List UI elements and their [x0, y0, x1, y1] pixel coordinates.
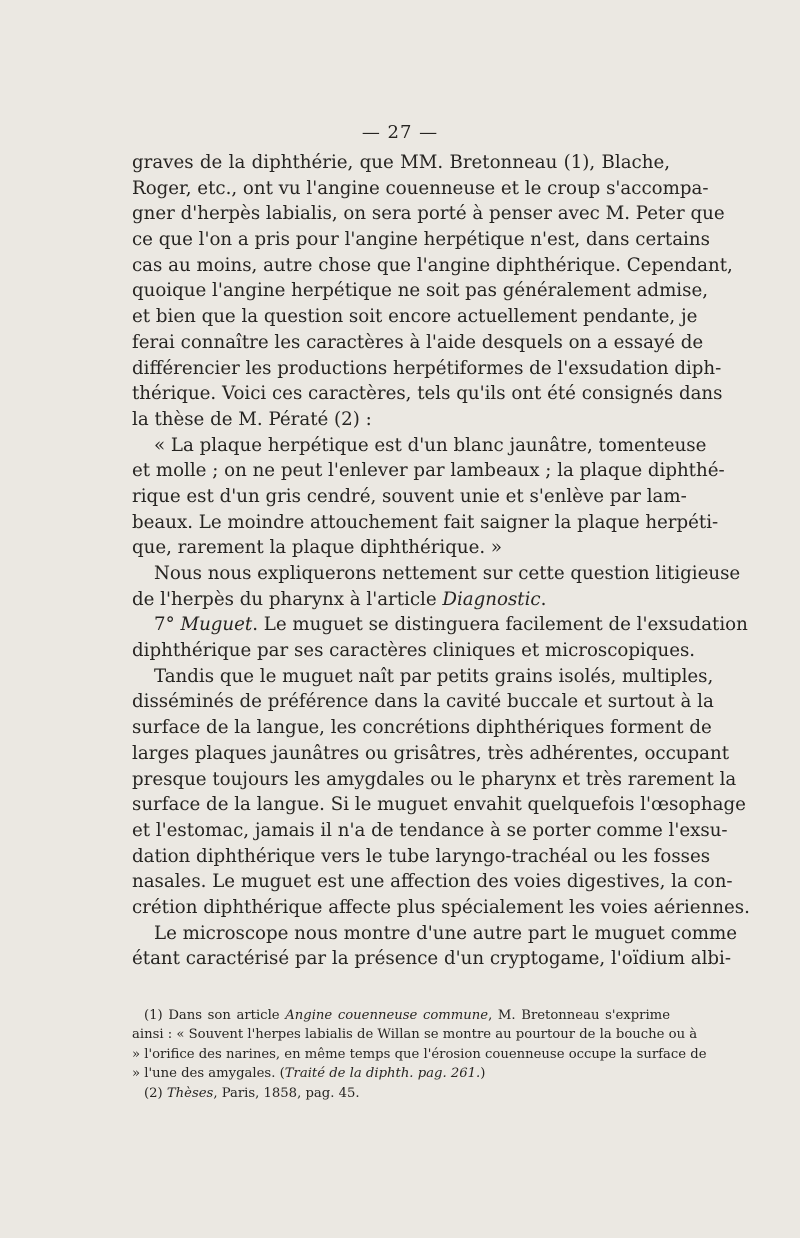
quote-line: que, rarement la plaque diphthérique. »: [132, 537, 503, 559]
text-line: diphthérique par ses caractères cliniques et microscopiques.: [132, 640, 696, 662]
text-line: Nous nous expliquerons nettement sur cette question litigieuse: [154, 563, 741, 584]
text-line: nasales. Le muguet est une affection des voies digestives, la con-: [132, 871, 733, 893]
text-line: graves de la diphthérie, que MM. Bretonneau (1), Blache,: [132, 152, 670, 173]
footnote-line: » l'orifice des narines, en même temps que l'érosion couenneuse occupe la surface de: [132, 1046, 707, 1062]
quote-line: « La plaque herpétique est d'un blanc jaunâtre, tomenteuse: [154, 434, 707, 456]
text-line: disséminés de préférence dans la cavité buccale et surtout à la: [132, 691, 714, 713]
text-line: de l'herpès du pharynx à l'article Diagnostic.: [132, 588, 547, 610]
body-text: [132, 150, 750, 972]
page-number: — 27 —: [361, 122, 439, 143]
text-line: thérique. Voici ces caractères, tels qu'ils ont été consignés dans: [132, 383, 723, 405]
quote-line: et molle ; on ne peut l'enlever par lambeaux ; la plaque diphthé-: [132, 460, 725, 482]
text-line: et l'estomac, jamais il n'a de tendance à se porter comme l'exsu-: [132, 819, 728, 841]
text-line: et bien que la question soit encore actuellement pendante, je: [132, 306, 698, 328]
text-line: Le microscope nous montre d'une autre part le muguet comme: [154, 922, 738, 944]
text-line: différencier les productions herpétiformes de l'exsudation diph-: [132, 357, 722, 379]
text-line: étant caractérisé par la présence d'un cryptogame, l'oïdium albi-: [132, 948, 731, 970]
text-line: ce que l'on a pris pour l'angine herpétique n'est, dans certains: [132, 229, 710, 251]
text-line: surface de la langue, les concrétions diphthériques forment de: [132, 717, 712, 739]
footnote-line: (1) Dans son article Angine couenneuse commune, M. Bretonneau s'exprime: [144, 1008, 670, 1023]
text-line: ferai connaître les caractères à l'aide desquels on a essayé de: [132, 331, 704, 353]
text-line: larges plaques jaunâtres ou grisâtres, très adhérentes, occupant: [132, 742, 730, 764]
text-line: dation diphthérique vers le tube laryngo-trachéal ou les fosses: [132, 845, 711, 867]
footnote-line: (2) Thèses, Paris, 1858, pag. 45.: [144, 1085, 360, 1101]
text-line: crétion diphthérique affecte plus spécialement les voies aériennes.: [132, 896, 750, 918]
text-line: gner d'herpès labialis, on sera porté à penser avec M. Peter que: [132, 203, 725, 225]
quote-line: beaux. Le moindre attouchement fait saigner la plaque herpéti-: [132, 511, 719, 533]
footnote-line: » l'une des amygales. (Traité de la diphth. pag. 261.): [132, 1066, 486, 1082]
text-line: cas au moins, autre chose que l'angine diphthérique. Cependant,: [132, 254, 733, 276]
text-line: presque toujours les amygdales ou le pharynx et très rarement la: [132, 768, 737, 790]
section-heading-line: 7° Muguet. Le muguet se distinguera facilement de l'exsudation: [154, 614, 748, 636]
quote-line: rique est d'un gris cendré, souvent unie et s'enlève par lam-: [132, 485, 687, 507]
text-line: quoique l'angine herpétique ne soit pas généralement admise,: [132, 280, 709, 302]
footnote-line: ainsi : « Souvent l'herpes labialis de Willan se montre au pourtour de la bouche ou à: [132, 1027, 698, 1043]
text-line: Tandis que le muguet naît par petits grains isolés, multiples,: [154, 665, 714, 687]
footnotes: [132, 1006, 707, 1103]
text-line: la thèse de M. Pératé (2) :: [132, 408, 372, 430]
text-line: Roger, etc., ont vu l'angine couenneuse et le croup s'accompa-: [132, 177, 709, 199]
text-line: surface de la langue. Si le muguet envahit quelquefois l'œsophage: [132, 794, 746, 816]
